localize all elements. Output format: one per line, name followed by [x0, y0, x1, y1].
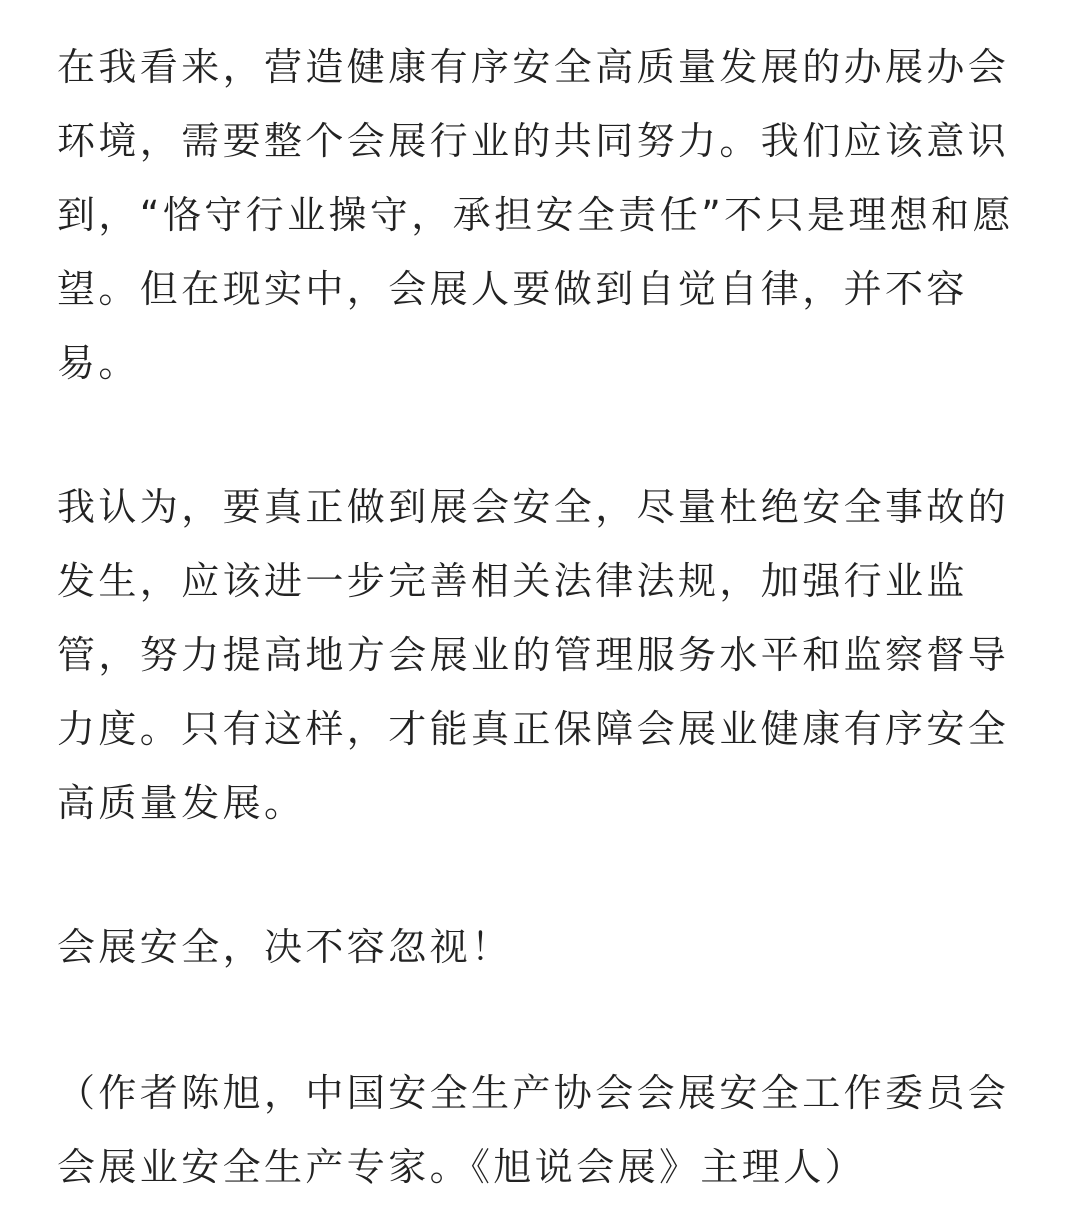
paragraph-conclusion: 会展安全，决不容忽视！ — [57, 925, 513, 969]
paragraph-environment: 在我看来，营造健康有序安全高质量发展的办展办会环境，需要整个会展行业的共同努力。我们应该意识到，“恪守行业操守，承担安全责任”不只是理想和愿望。但在现实中，会展人要做到自觉自律，并不容易。 — [57, 45, 1014, 385]
paragraph-regulation: 我认为，要真正做到展会安全，尽量杜绝安全事故的发生，应该进一步完善相关法律法规，加强行业监管，努力提高地方会展业的管理服务水平和监察督导力度。只有这样，才能真正保障会展业健康有序安全高质量发展。 — [57, 485, 1010, 825]
author-note: （作者陈旭，中国安全生产协会会展安全工作委员会会展业安全生产专家。《旭说会展》主理人） — [57, 1071, 1010, 1189]
